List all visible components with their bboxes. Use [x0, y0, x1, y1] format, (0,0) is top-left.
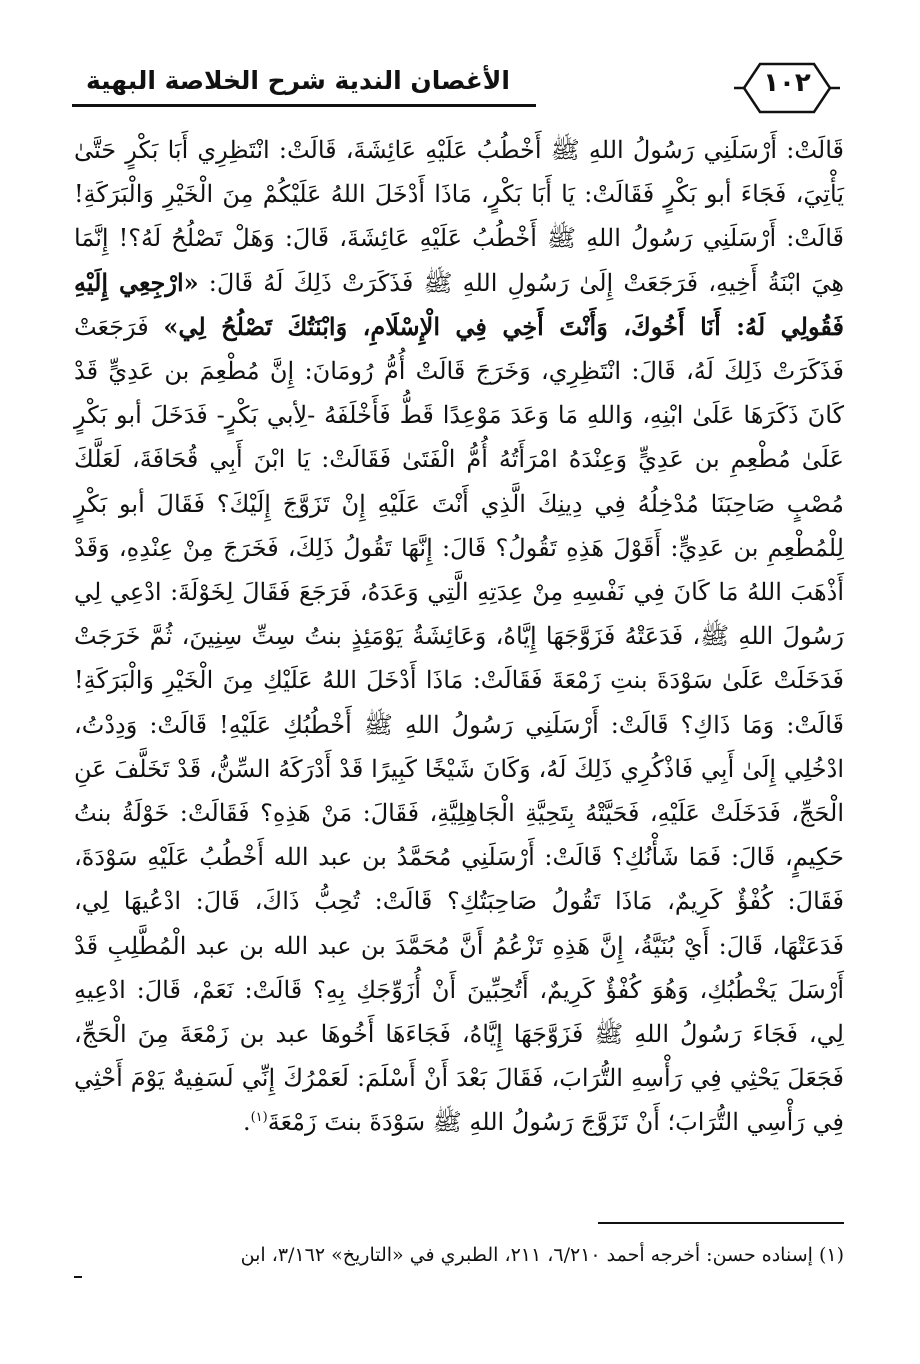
running-header-title: الأغصان الندية شرح الخلاصة البهية [85, 66, 510, 95]
main-paragraph [74, 128, 844, 1145]
footnote-reference: (١) [250, 1110, 268, 1126]
paragraph-end: . [242, 1108, 251, 1137]
paragraph-start: قَالَتْ: أَرْسَلَنِي رَسُولُ اللهِ ﷺ أَخْطُبُ عَلَيْهِ عَائِشَةَ، قَالَتْ: انْتَظِرِي أَبَا بَكْرٍ حَتَّىٰ يَأْتِيَ، فَجَاءَ أبو بَكْرٍ فَقَالَتْ: يَا أَبَا بَكْرٍ، مَاذَا أَدْخَلَ اللهُ عَلَيْكُمْ مِنَ الْخَيْرِ وَالْبَرَكَةِ! قَالَتْ: أَرْسَلَنِي رَسُولُ اللهِ ﷺ أَخْطُبُ عَلَيْهِ عَائِشَةَ، قَالَ: وَهَلْ تَصْلُحُ لَهُ؟! إِنَّمَا هِيَ ابْنَةُ أَخِيهِ، فَرَجَعَتْ إِلَىٰ رَسُولِ اللهِ ﷺ فَذَكَرَتْ ذَلِكَ لَهُ قَالَ: [74, 136, 845, 297]
footnote-continuation-mark [74, 1276, 82, 1278]
main-text [74, 128, 844, 1145]
page-number: ١٠٢ [763, 68, 811, 98]
footnote [74, 1240, 844, 1270]
footnote-text: (١) إسناده حسن: أخرجه أحمد ٦/٢١٠، ٢١١، الطبري في «التاريخ» ٣/١٦٢، ابن [240, 1244, 844, 1266]
page-number-frame [732, 58, 842, 118]
hadith-quote: «ارْجِعِي إِلَيْهِ فَقُولِي لَهُ: أَنَا أَخُوكَ، وَأَنْتَ أَخِي فِي الْإِسْلَامِ، وَابْنَتُكَ تَصْلُحُ لِي» [74, 267, 844, 341]
page-header [60, 58, 860, 128]
header-rule [72, 104, 536, 107]
footnote-separator [598, 1222, 844, 1224]
paragraph-continuation: فَرَجَعَتْ فَذَكَرَتْ ذَلِكَ لَهُ، قَالَ: انْتَظِرِي، وَخَرَجَ قَالَتْ أُمُّ رُومَانَ: إِنَّ مُطْعِمَ بن عَدِيٍّ قَدْ كَانَ ذَكَرَهَا عَلَىٰ ابْنِهِ، وَاللهِ مَا وَعَدَ مَوْعِدًا قَطُّ فَأَخْلَفَهُ -لِأبي بَكْرٍ- فَدَخَلَ أبو بَكْرٍ عَلَىٰ مُطْعِمِ بن عَدِيٍّ وَعِنْدَهُ امْرَأَتُهُ أُمُّ الْفَتَىٰ فَقَالَتْ: يَا ابْنَ أَبِي قُحَافَةَ، لَعَلَّكَ مُصْبٍ صَاحِبَنَا مُدْخِلُهُ فِي دِينِكَ الَّذِي أَنْتَ عَلَيْهِ إِنْ تَزَوَّجَ إِلَيْكَ؟ فَقَالَ أبو بَكْرٍ لِلْمُطْعِمِ بن عَدِيٍّ: أَقَوْلَ هَذِهِ تَقُولُ؟ قَالَ: إِنَّهَا تَقُولُ ذَلِكَ، فَخَرَجَ مِنْ عِنْدِهِ، وَقَدْ أَذْهَبَ اللهُ مَا كَانَ فِي نَفْسِهِ مِنْ عِدَتِهِ الَّتِي وَعَدَهُ، فَرَجَعَ فَقَالَ لِخَوْلَةَ: ادْعِي لِي رَسُولَ اللهِ ﷺ، فَدَعَتْهُ فَزَوَّجَهَا إِيَّاهُ، وَعَائِشَةُ يَوْمَئِذٍ بنتُ سِتِّ سِنِينَ، ثُمَّ خَرَجَتْ فَدَخَلَتْ عَلَىٰ سَوْدَةَ بنتِ زَمْعَةَ فَقَالَتْ: مَاذَا أَدْخَلَ اللهُ عَلَيْكِ مِنَ الْخَيْرِ وَالْبَرَكَةِ! قَالَتْ: وَمَا ذَاكِ؟ قَالَتْ: أَرْسَلَنِي رَسُولُ اللهِ ﷺ أَخْطُبُكِ عَلَيْهِ! قَالَتْ: وَدِدْتُ، ادْخُلِي إِلَىٰ أَبِي فَاذْكُرِي ذَلِكَ لَهُ، وَكَانَ شَيْخًا كَبِيرًا قَدْ أَدْرَكَهُ السِّنُّ، قَدْ تَخَلَّفَ عَنِ الْحَجِّ، فَدَخَلَتْ عَلَيْهِ، فَحَيَّتْهُ بِتَحِيَّةِ الْجَاهِلِيَّةِ، فَقَالَ: مَنْ هَذِهِ؟ فَقَالَتْ: خَوْلَةُ بنتُ حَكِيمٍ، قَالَ: فَمَا شَأْنُكِ؟ قَالَتْ: أَرْسَلَنِي مُحَمَّدُ بن عبد الله أَخْطُبُ عَلَيْهِ سَوْدَةَ، فَقَالَ: كُفْؤٌ كَرِيمٌ، مَاذَا تَقُولُ صَاحِبَتُكِ؟ قَالَتْ: تُحِبُّ ذَاكَ، قَالَ: ادْعُيهَا لِي، فَدَعَتْهَا، قَالَ: أَيْ بُنَيَّةُ، إِنَّ هَذِهِ تَزْعُمُ أَنَّ مُحَمَّدَ بن عبد الله بن عبد الْمُطَّلِبِ قَدْ أَرْسَلَ يَخْطُبُكِ، وَهُوَ كُفْؤٌ كَرِيمٌ، أَتُحِبِّينَ أَنْ أُزَوِّجَكِ بِهِ؟ قَالَتْ: نَعَمْ، قَالَ: ادْعِيهِ لِي، فَجَاءَ رَسُولُ اللهِ ﷺ فَزَوَّجَهَا إِيَّاهُ، فَجَاءَهَا أَخُوهَا عبد بن زَمْعَةَ مِنَ الْحَجِّ، فَجَعَلَ يَحْثِي فِي رَأْسِهِ التُّرَابَ، فَقَالَ بَعْدَ أَنْ أَسْلَمَ: لَعَمْرُكَ إِنِّي لَسَفِيهٌ يَوْمَ أَحْثِي فِي رَأْسِي التُّرَابَ؛ أَنْ تَزَوَّجَ رَسُولُ اللهِ ﷺ سَوْدَةَ بنتَ زَمْعَةَ [74, 312, 844, 1137]
